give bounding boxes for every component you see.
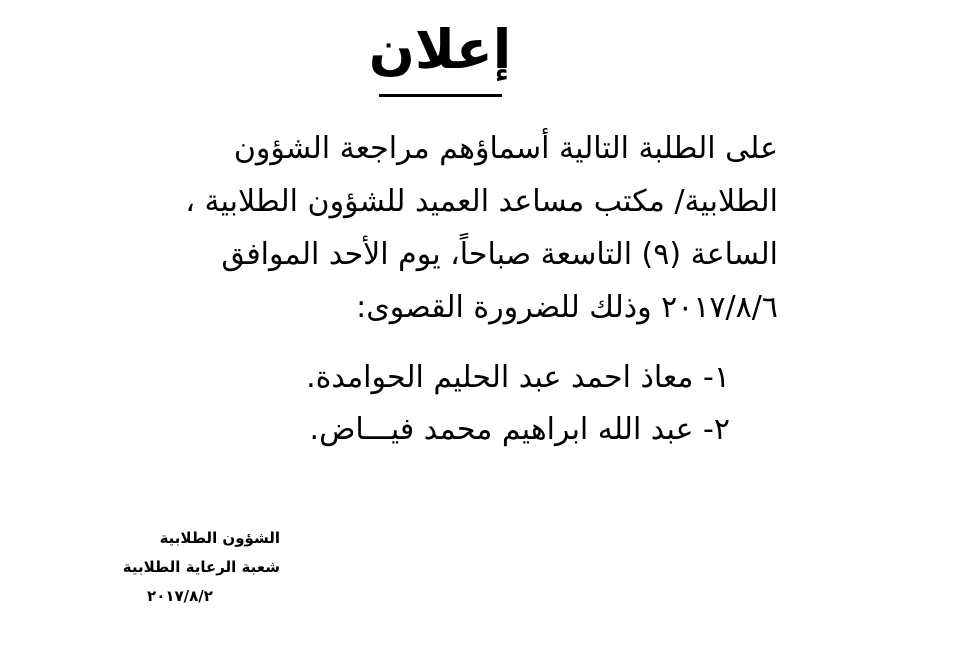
title-underline bbox=[379, 94, 502, 97]
announcement-title: إعلان bbox=[368, 18, 512, 81]
body-line-2: الطلابية/ مكتب مساعد العميد للشؤون الطلابية ، bbox=[185, 184, 778, 219]
signature-section: شعبة الرعاية الطلابية bbox=[122, 558, 280, 576]
body-line-3: الساعة (٩) التاسعة صباحاً، يوم الأحد الموافق bbox=[221, 237, 778, 272]
student-name-2: ٢- عبد الله ابراهيم محمد فيـــاض. bbox=[309, 412, 730, 447]
student-names-list bbox=[190, 352, 730, 456]
signature-department: الشؤون الطلابية bbox=[159, 529, 280, 547]
student-name-1: ١- معاذ احمد عبد الحليم الحوامدة. bbox=[306, 360, 730, 395]
announcement-body bbox=[98, 122, 778, 334]
signature-date: ٢٠١٧/٨/٢ bbox=[147, 587, 213, 605]
body-line-1: على الطلبة التالية أسماؤهم مراجعة الشؤون bbox=[233, 131, 778, 166]
signature-block bbox=[120, 524, 280, 611]
body-line-4: ٢٠١٧/٨/٦ وذلك للضرورة القصوى: bbox=[356, 290, 778, 325]
